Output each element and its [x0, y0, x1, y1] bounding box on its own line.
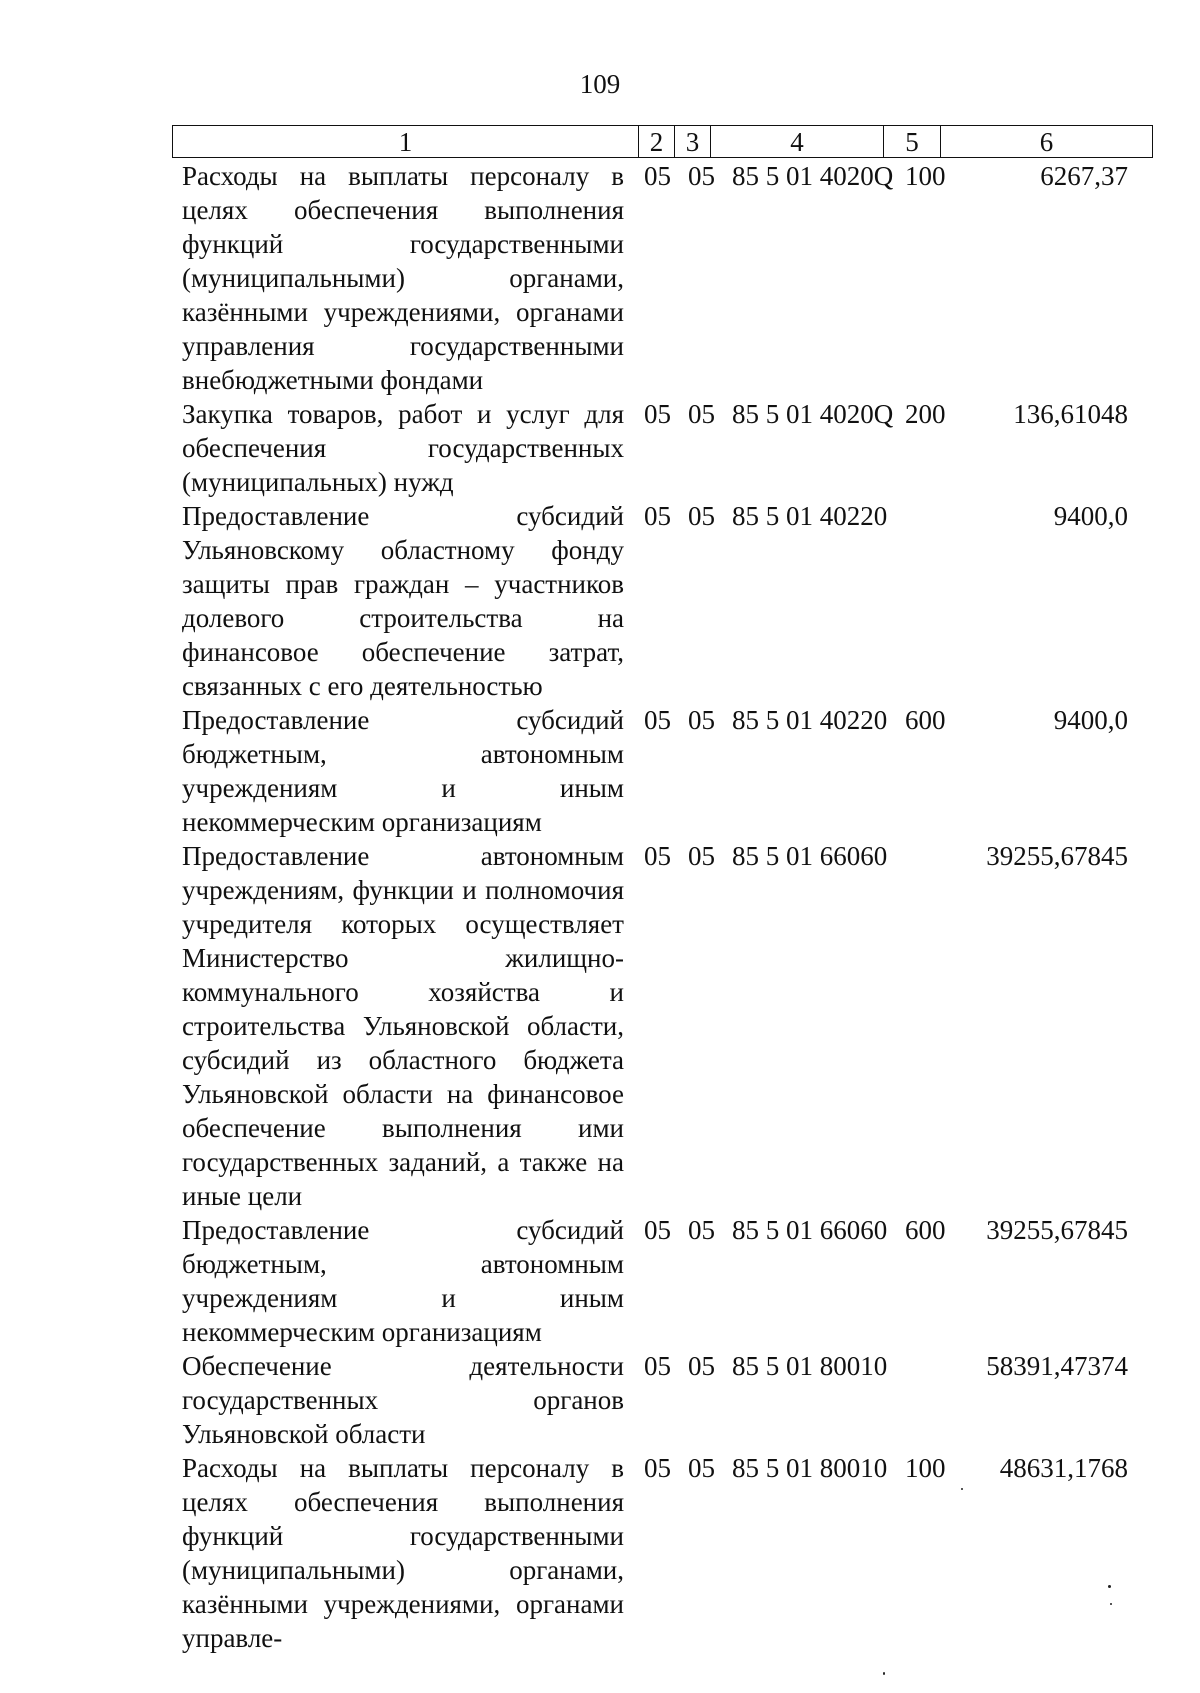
table-row: [0, 1213, 1200, 1349]
row-expense-type: 100: [905, 1453, 946, 1483]
row-target-article: 85 5 01 4020Q: [732, 161, 894, 191]
row-target-article: 85 5 01 4020Q: [732, 399, 894, 429]
column-header-row: [172, 125, 1153, 158]
row-amount: 9400,0: [1053, 705, 1128, 735]
scan-speck: [1110, 1603, 1112, 1605]
column-header-6: 6: [941, 126, 1153, 158]
scan-speck: [1108, 1585, 1111, 1588]
column-header-1: 1: [173, 126, 639, 158]
row-target-article: 85 5 01 40220: [732, 501, 888, 531]
row-section-code: 05: [644, 841, 671, 871]
row-description: Закупка товаров, работ и услуг для обеспечения государственных (муниципальных) нужд: [182, 399, 624, 497]
row-target-article: 85 5 01 66060: [732, 841, 888, 871]
row-section-code: 05: [644, 161, 671, 191]
row-expense-type: 200: [905, 399, 946, 429]
row-target-article: 85 5 01 66060: [732, 1215, 888, 1245]
row-target-article: 85 5 01 80010: [732, 1351, 888, 1381]
row-amount: 6267,37: [1040, 161, 1128, 191]
row-amount: 39255,67845: [986, 1215, 1128, 1245]
row-description: Предоставление субсидий бюджетным, автономным учреждениям и иным некоммерческим организациям: [182, 1215, 624, 1347]
row-section-code: 05: [644, 501, 671, 531]
row-section-code: 05: [644, 1215, 671, 1245]
row-amount: 9400,0: [1053, 501, 1128, 531]
column-header-4: 4: [711, 126, 884, 158]
row-subsection-code: 05: [688, 501, 715, 531]
row-subsection-code: 05: [688, 841, 715, 871]
row-subsection-code: 05: [688, 161, 715, 191]
row-amount: 48631,1768: [999, 1453, 1128, 1483]
table-row: [0, 397, 1200, 499]
row-description: Предоставление автономным учреждениям, функции и полномочия учредителя которых осуществляет Министерство жилищно-коммунального хозяйства и строительства Ульяновской области, субсидий из областного бюджета Ульяновской области на финансовое обеспечение выполнения ими государственных заданий, а также на иные цели: [182, 841, 624, 1211]
table-row: [0, 1451, 1200, 1655]
page-number: 109: [579, 69, 621, 99]
column-header-3: 3: [675, 126, 711, 158]
row-description: Обеспечение деятельности государственных органов Ульяновской области: [182, 1351, 624, 1449]
row-description: Расходы на выплаты персоналу в целях обеспечения выполнения функций государственными (муниципальными) органами, казёнными учреждениями, органами управления государственными внебюджетными фондами: [182, 161, 624, 395]
row-subsection-code: 05: [688, 1351, 715, 1381]
row-description: Расходы на выплаты персоналу в целях обеспечения выполнения функций государственными (муниципальными) органами, казёнными учреждениями, органами управле-: [182, 1453, 624, 1653]
row-section-code: 05: [644, 1453, 671, 1483]
row-description: Предоставление субсидий бюджетным, автономным учреждениям и иным некоммерческим организациям: [182, 705, 624, 837]
row-section-code: 05: [644, 399, 671, 429]
row-target-article: 85 5 01 40220: [732, 705, 888, 735]
row-subsection-code: 05: [688, 1453, 715, 1483]
row-expense-type: 100: [905, 161, 946, 191]
table-row: [0, 159, 1200, 397]
scan-speck: [961, 1488, 963, 1490]
table-row: [0, 1349, 1200, 1451]
row-target-article: 85 5 01 80010: [732, 1453, 888, 1483]
table-row: [0, 499, 1200, 703]
row-amount: 58391,47374: [986, 1351, 1128, 1381]
column-header-5: 5: [884, 126, 941, 158]
row-section-code: 05: [644, 1351, 671, 1381]
budget-table-body: [0, 159, 1200, 1655]
scan-speck: [883, 1672, 885, 1675]
table-row: [0, 839, 1200, 1213]
row-section-code: 05: [644, 705, 671, 735]
row-subsection-code: 05: [688, 399, 715, 429]
row-amount: 136,61048: [1013, 399, 1128, 429]
row-expense-type: 600: [905, 705, 946, 735]
column-header-2: 2: [639, 126, 675, 158]
row-subsection-code: 05: [688, 1215, 715, 1245]
row-amount: 39255,67845: [986, 841, 1128, 871]
row-subsection-code: 05: [688, 705, 715, 735]
row-expense-type: 600: [905, 1215, 946, 1245]
row-description: Предоставление субсидий Ульяновскому областному фонду защиты прав граждан – участников долевого строительства на финансовое обеспечение затрат, связанных с его деятельностью: [182, 501, 624, 701]
table-row: [0, 703, 1200, 839]
